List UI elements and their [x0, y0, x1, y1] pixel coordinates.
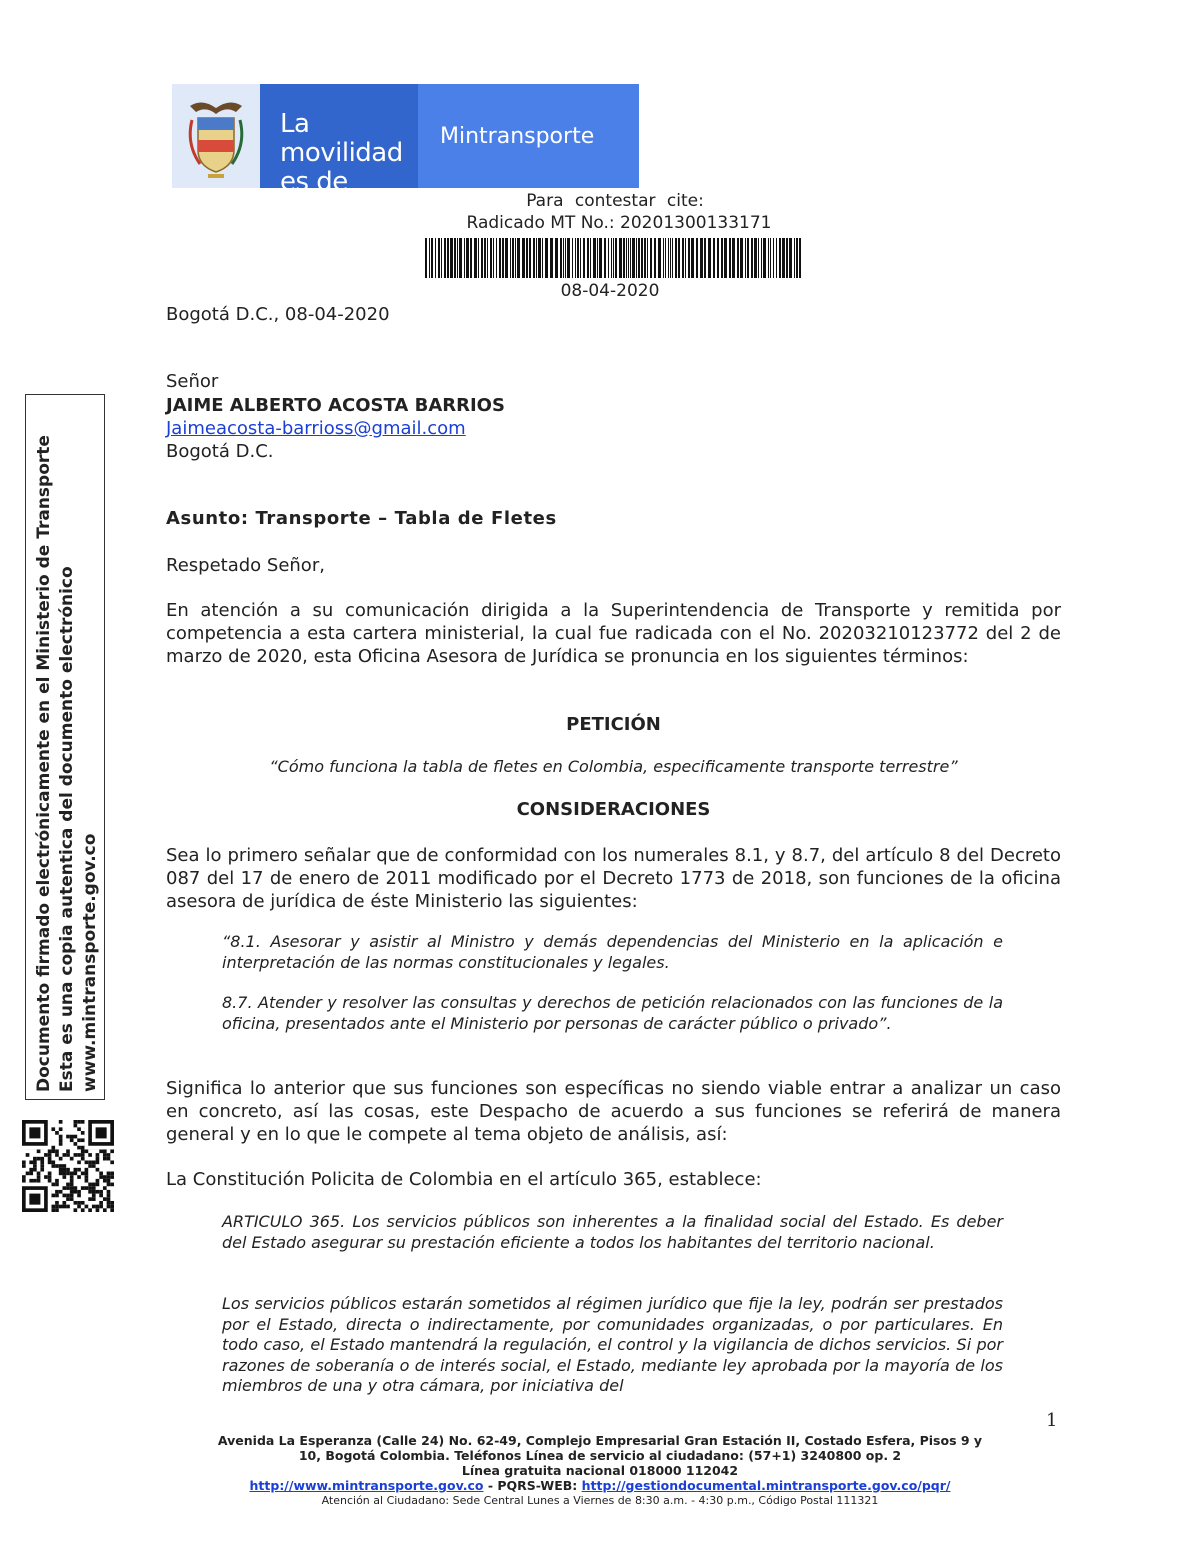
recipient-email-link[interactable]: Jaimeacosta-barrioss@gmail.com: [166, 418, 466, 439]
footer-address-line1: Avenida La Esperanza (Calle 24) No. 62-49, Complejo Empresarial Gran Estación II, Costado Esfera, Pisos 9 y: [217, 1433, 983, 1448]
peticion-quote: “Cómo funciona la tabla de fletes en Colombia, especificamente transporte terrestre”: [269, 757, 958, 776]
heading-peticion: PETICIÓN: [566, 714, 661, 735]
footer-link-separator: - PQRS-WEB:: [483, 1478, 582, 1493]
electronic-signature-text: [33, 402, 102, 1092]
footer-pqrs-link[interactable]: http://gestiondocumental.mintransporte.gov.co/pqr/: [581, 1478, 951, 1493]
quote-8-7: 8.7. Atender y resolver las consultas y derechos de petición relacionados con las funciones de la oficina, presentados ante el Ministerio por personas de carácter público o privado”.: [222, 993, 1003, 1033]
signature-line1: Documento firmado electrónicamente en el Ministerio de Transporte: [34, 435, 54, 1092]
qr-code-icon: [22, 1120, 114, 1212]
barcode-icon: [425, 238, 802, 278]
subject-line: Asunto: Transporte – Tabla de Fletes: [166, 508, 557, 529]
intro-paragraph: En atención a su comunicación dirigida a la Superintendencia de Transporte y remitida por competencia a esta cartera ministerial, la cual fue radicada con el No. 20203210123772 del 2 de marzo de 2020, esta Oficina Asesora de Jurídica se pronuncia en los siguientes términos:: [166, 600, 1061, 667]
constitucion-intro: La Constitución Policita de Colombia en el artículo 365, establece:: [166, 1169, 762, 1190]
signature-line3: www.mintransporte.gov.co: [80, 833, 100, 1092]
consideraciones-paragraph: Sea lo primero señalar que de conformidad con los numerales 8.1, y 8.7, del artículo 8 del Decreto 087 del 17 de enero de 2011 modificado por el Decreto 1773 de 2018, son funciones de la oficina asesora de jurídica de éste Ministerio las siguientes:: [166, 845, 1061, 912]
footer-site-link[interactable]: http://www.mintransporte.gov.co: [249, 1478, 484, 1493]
footer-address-line3: Línea gratuita nacional 018000 112042: [461, 1463, 739, 1478]
signature-line2: Esta es una copia autentica del documento electrónico: [57, 566, 77, 1092]
articulo-365-paragraph-1: ARTICULO 365. Los servicios públicos son inherentes a la finalidad social del Estado. Es deber del Estado asegurar su prestación eficiente a todos los habitantes del territorio nacional.: [222, 1212, 1003, 1252]
heading-consideraciones: CONSIDERACIONES: [516, 799, 711, 820]
logo-slogan-line1: La movilidad: [280, 109, 403, 168]
page-number: 1: [1046, 1410, 1058, 1431]
footer-links: [120, 1478, 1080, 1493]
logo-slogan-panel: [260, 84, 418, 226]
recipient-name: JAIME ALBERTO ACOSTA BARRIOS: [166, 395, 505, 416]
significa-paragraph: Significa lo anterior que sus funciones son específicas no siendo viable entrar a analizar un caso en concreto, así las cosas, este Despacho de acuerdo a sus funciones se referirá de manera general y en lo que le compete al tema objeto de análisis, así:: [166, 1078, 1061, 1145]
radicado-number: Radicado MT No.: 20201300133171: [466, 213, 772, 233]
place-date: Bogotá D.C., 08-04-2020: [166, 304, 390, 325]
salutation-title: Señor: [166, 371, 219, 392]
footer-address: [120, 1433, 1080, 1508]
footer-address-line2: 10, Bogotá Colombia. Teléfonos Línea de servicio al ciudadano: (57+1) 3240800 op. 2: [298, 1448, 902, 1463]
logo-brand: Mintransporte: [440, 124, 595, 149]
cite-label: Para contestar cite:: [526, 191, 704, 211]
footer-attention: Atención al Ciudadano: Sede Central Lunes a Viernes de 8:30 a.m. - 4:30 p.m., Código Postal 111321: [321, 1494, 879, 1507]
logo-slogan: [280, 110, 418, 226]
coat-of-arms-icon: [172, 84, 260, 188]
logo-brand-panel: [418, 84, 639, 188]
logo-slogan-line2: es de todos: [280, 167, 350, 226]
articulo-365-paragraph-2: Los servicios públicos estarán sometidos al régimen jurídico que fije la ley, podrán ser prestados por el Estado, directa o indirectamente, por comunidades organizadas, o por particulares. En todo caso, el Estado mantendrá la regulación, el control y la vigilancia de dichos servicios. Si por razones de soberanía o de interés social, el Estado, mediante ley aprobada por la mayoría de los miembros de una y otra cámara, por iniciativa del: [222, 1294, 1003, 1395]
quote-8-1: “8.1. Asesorar y asistir al Ministro y demás dependencias del Ministerio en la aplicación e interpretación de las normas constitucionales y legales.: [222, 932, 1003, 972]
barcode-date: 08-04-2020: [560, 281, 660, 301]
recipient-city: Bogotá D.C.: [166, 441, 274, 462]
greeting: Respetado Señor,: [166, 555, 325, 576]
